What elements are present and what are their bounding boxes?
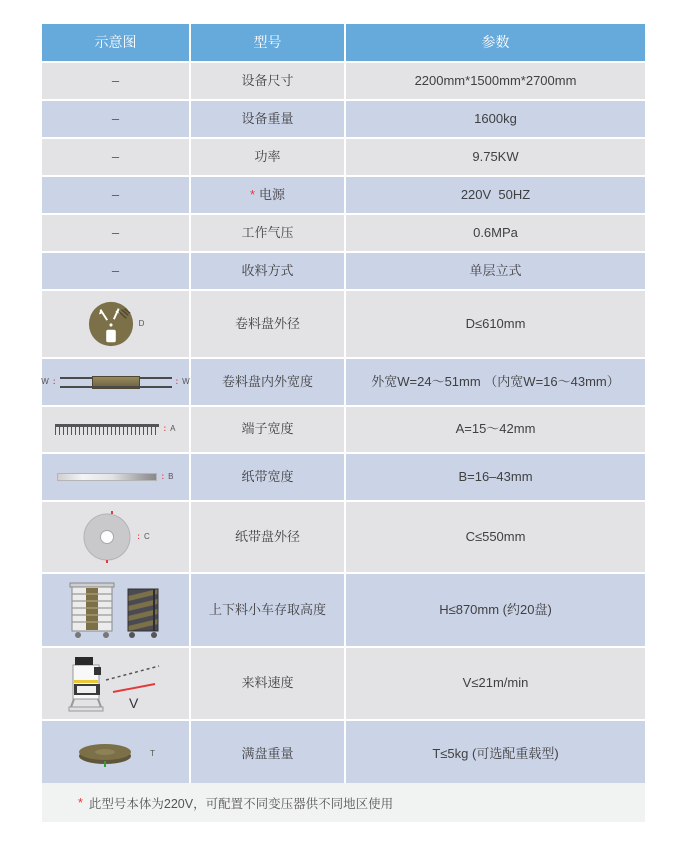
row-model: 功率 — [191, 139, 344, 175]
svg-text:V: V — [128, 694, 138, 711]
reel-section-icon: W : : W — [41, 376, 189, 389]
table-row — [42, 502, 645, 572]
dash-placeholder: – — [111, 72, 120, 88]
table-row — [42, 177, 645, 213]
row-param: 0.6MPa — [346, 215, 645, 251]
row-param: B=16–43mm — [346, 454, 645, 500]
row-param: 1600kg — [346, 101, 645, 137]
row-model: 端子宽度 — [191, 407, 344, 452]
table-row — [42, 721, 645, 787]
table-row — [42, 648, 645, 719]
dash-placeholder: – — [111, 110, 120, 126]
press-machine-icon — [61, 653, 171, 715]
table-row — [42, 253, 645, 289]
dash-placeholder: – — [111, 186, 120, 202]
row-model: 上下料小车存取高度 — [191, 574, 344, 646]
dash-placeholder: – — [111, 262, 120, 278]
row-param: A=15～42mm — [346, 407, 645, 452]
row-param: H≤870mm (约20盘) — [346, 574, 645, 646]
footnote — [42, 783, 645, 822]
row-param: C≤550mm — [346, 502, 645, 572]
dash-placeholder: – — [111, 148, 120, 164]
row-model: 满盘重量 — [191, 721, 344, 787]
table-row — [42, 215, 645, 251]
terminal-strip-icon: : A — [55, 424, 175, 435]
table-row — [42, 291, 645, 357]
header-schematic: 示意图 — [42, 24, 189, 61]
table-row — [42, 101, 645, 137]
required-asterisk: * — [249, 186, 256, 202]
header-param: 参数 — [346, 24, 645, 61]
spec-table — [42, 24, 645, 787]
row-model: 收料方式 — [191, 253, 344, 289]
row-param: 220V 50HZ — [346, 177, 645, 213]
header-model: 型号 — [191, 24, 344, 61]
row-model: * 电源 — [191, 177, 344, 213]
row-param: 外宽W=24～51mm （内宽W=16～43mm） — [346, 359, 645, 405]
row-model: 纸带宽度 — [191, 454, 344, 500]
reel-front-icon: D — [87, 300, 145, 348]
full-reel-icon: T — [76, 740, 155, 768]
footnote-text: 此型号本体为220V，可配置不同变压器供不同地区使用 — [88, 796, 394, 811]
paper-tape-icon: : B — [57, 472, 173, 482]
row-model: 工作气压 — [191, 215, 344, 251]
table-header-row — [42, 24, 645, 61]
table-row — [42, 574, 645, 646]
table-row — [42, 63, 645, 99]
row-param: D≤610mm — [346, 291, 645, 357]
dash-placeholder: – — [111, 224, 120, 240]
row-param: V≤21m/min — [346, 648, 645, 719]
footnote-asterisk: * — [78, 795, 83, 810]
row-model: 设备重量 — [191, 101, 344, 137]
table-row — [42, 139, 645, 175]
tape-reel-icon: : C — [81, 511, 149, 563]
row-param: T≤5kg (可选配重载型) — [346, 721, 645, 787]
table-row — [42, 359, 645, 405]
row-param: 2200mm*1500mm*2700mm — [346, 63, 645, 99]
table-row — [42, 454, 645, 500]
row-model: 卷料盘外径 — [191, 291, 344, 357]
table-row — [42, 407, 645, 452]
row-model: 设备尺寸 — [191, 63, 344, 99]
row-param: 9.75KW — [346, 139, 645, 175]
row-model: 纸带盘外径 — [191, 502, 344, 572]
row-model: 来料速度 — [191, 648, 344, 719]
row-model: 卷料盘内外宽度 — [191, 359, 344, 405]
row-param: 单层立式 — [346, 253, 645, 289]
loading-carts-icon — [66, 579, 166, 641]
